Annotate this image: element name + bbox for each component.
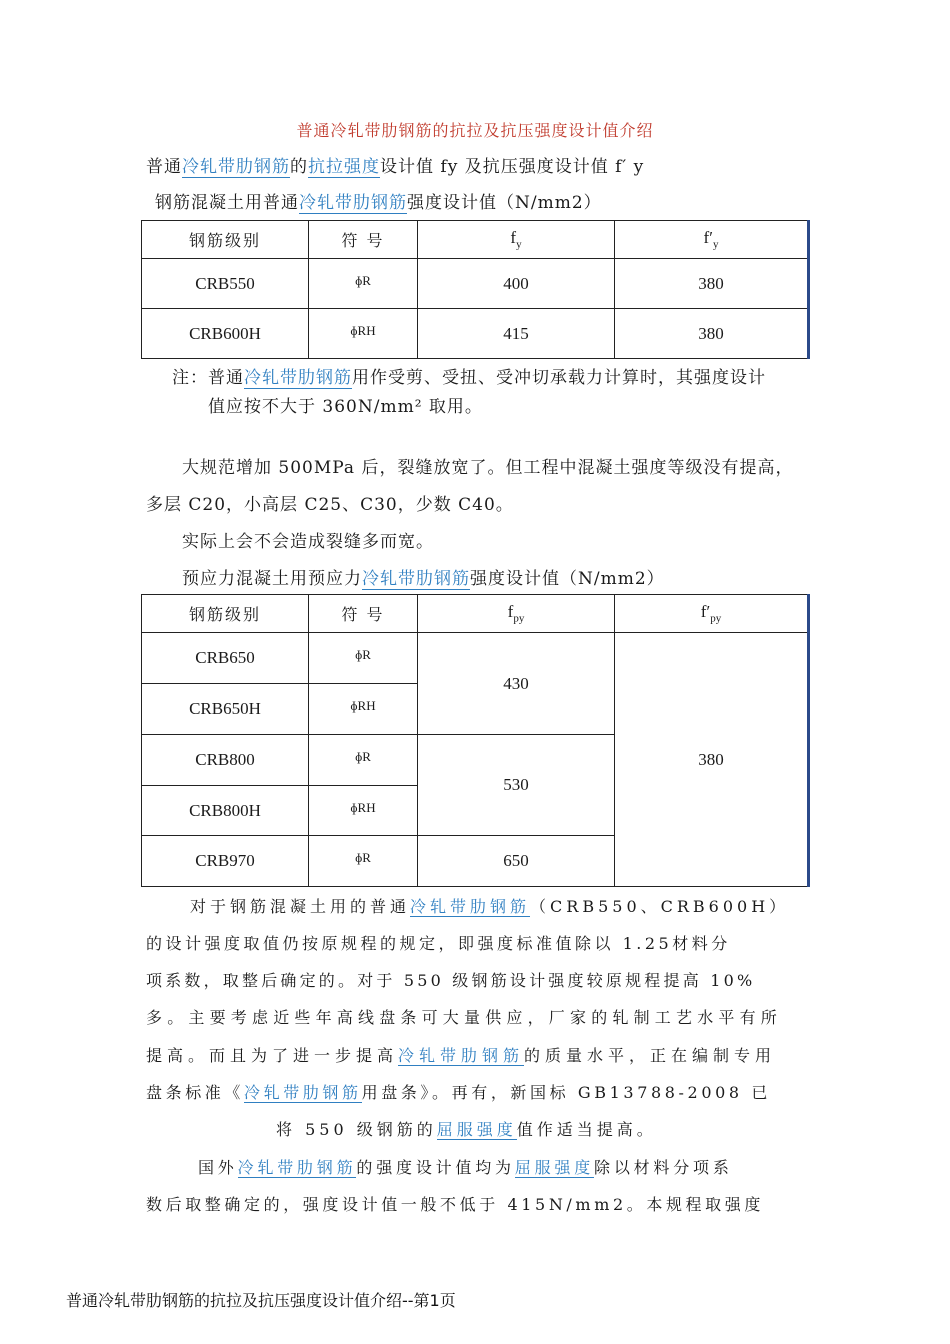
table-row [142,259,809,309]
heading-line: 普通冷轧带肋钢筋的抗拉强度设计值 fy 及抗压强度设计值 f′ y [146,157,645,177]
body-line-6: 盘条标准《冷轧带肋钢筋用盘条》。再有，新国标 GB13788-2008 已 [146,1083,771,1102]
table-header-row [142,595,809,633]
link-tensile-strength[interactable]: 抗拉强度 [308,157,380,177]
header-grade: 钢筋级别 [142,595,309,633]
header-fpy: $f_{py}$ [418,595,615,633]
link-crb[interactable]: 冷轧带肋钢筋 [299,193,407,213]
body-line-7: 将 550 级钢筋的屈服强度值作适当提高。 [276,1120,657,1139]
cell-fy-prime: 380 [615,309,809,359]
table-header-row [142,221,809,259]
cell-symbol: ɸR [309,836,418,887]
table2-caption: 预应力混凝土用预应力冷轧带肋钢筋强度设计值（N/mm2） [182,569,665,589]
cell-fy: 415 [418,309,615,359]
cell-grade: CRB800 [142,735,309,786]
page-footer: 普通冷轧带肋钢筋的抗拉及抗压强度设计值介绍--第1页 [66,1291,456,1310]
page-title: 普通冷轧带肋钢筋的抗拉及抗压强度设计值介绍 [296,121,654,140]
link-crb[interactable]: 冷轧带肋钢筋 [244,368,352,388]
table-row [142,309,809,359]
link-crb[interactable]: 冷轧带肋钢筋 [398,1046,525,1065]
link-crb[interactable]: 冷轧带肋钢筋 [182,157,290,177]
cell-fpy: 650 [418,836,615,887]
link-yield-strength[interactable]: 屈服强度 [514,1158,595,1177]
body-line-8: 国外冷轧带肋钢筋的强度设计值均为屈服强度除以材料分项系 [198,1158,733,1177]
cell-fpy: 530 [418,735,615,836]
header-fy-prime: $f'_y$ [615,221,809,259]
link-crb[interactable]: 冷轧带肋钢筋 [362,569,470,589]
cell-grade: CRB650 [142,633,309,684]
header-fy: $f_y$ [418,221,615,259]
body-line-2: 的设计强度取值仍按原规程的规定，即强度标准值除以 1.25材料分 [146,934,731,953]
strength-table-prestressed [141,594,810,887]
table1-note: 注：普通冷轧带肋钢筋用作受剪、受扭、受冲切承载力计算时，其强度设计 [172,368,766,388]
body-line-3: 项系数，取整后确定的。对于 550 级钢筋设计强度较原规程提高 10% [146,971,756,990]
cell-grade: CRB800H [142,786,309,836]
header-grade: 钢筋级别 [142,221,309,259]
paragraph-1-line2: 多层 C20，小高层 C25、C30，少数 C40。 [146,495,514,515]
cell-symbol: ɸR [309,633,418,684]
cell-symbol: ɸRH [309,309,418,359]
paragraph-1-line1: 大规范增加 500MPa 后，裂缝放宽了。但工程中混凝土强度等级没有提高， [182,458,794,478]
cell-symbol: ɸR [309,735,418,786]
link-crb[interactable]: 冷轧带肋钢筋 [410,897,531,916]
cell-grade: CRB970 [142,836,309,887]
table1-note-line2: 值应按不大于 360N/mm² 取用。 [208,397,483,417]
cell-symbol: ɸR [309,259,418,309]
table1-caption: 钢筋混凝土用普通冷轧带肋钢筋强度设计值（N/mm2） [155,193,602,213]
paragraph-2: 实际上会不会造成裂缝多而宽。 [182,532,434,552]
header-symbol: 符 号 [309,221,418,259]
link-crb[interactable]: 冷轧带肋钢筋 [244,1083,362,1102]
strength-table-ordinary [141,220,810,359]
cell-fy-prime: 380 [615,259,809,309]
cell-grade: CRB650H [142,684,309,735]
cell-symbol: ɸRH [309,786,418,836]
cell-fy: 400 [418,259,615,309]
link-crb[interactable]: 冷轧带肋钢筋 [237,1158,357,1177]
header-fpy-prime: $f'_{py}$ [615,595,809,633]
table-row [142,633,809,684]
body-line-1: 对于钢筋混凝土用的普通冷轧带肋钢筋（CRB550、CRB600H） [190,897,790,916]
cell-symbol: ɸRH [309,684,418,735]
cell-grade: CRB600H [142,309,309,359]
header-symbol: 符 号 [309,595,418,633]
body-line-5: 提高。而且为了进一步提高冷轧带肋钢筋的质量水平，正在编制专用 [146,1046,777,1065]
cell-fpy: 430 [418,633,615,735]
link-yield-strength[interactable]: 屈服强度 [436,1120,517,1139]
body-line-4: 多。主要考虑近些年高线盘条可大量供应，厂家的轧制工艺水平有所 [146,1008,783,1027]
body-line-9: 数后取整确定的，强度设计值一般不低于 415N/mm2。本规程取强度 [146,1195,764,1214]
cell-fpy-prime: 380 [615,633,809,887]
cell-grade: CRB550 [142,259,309,309]
